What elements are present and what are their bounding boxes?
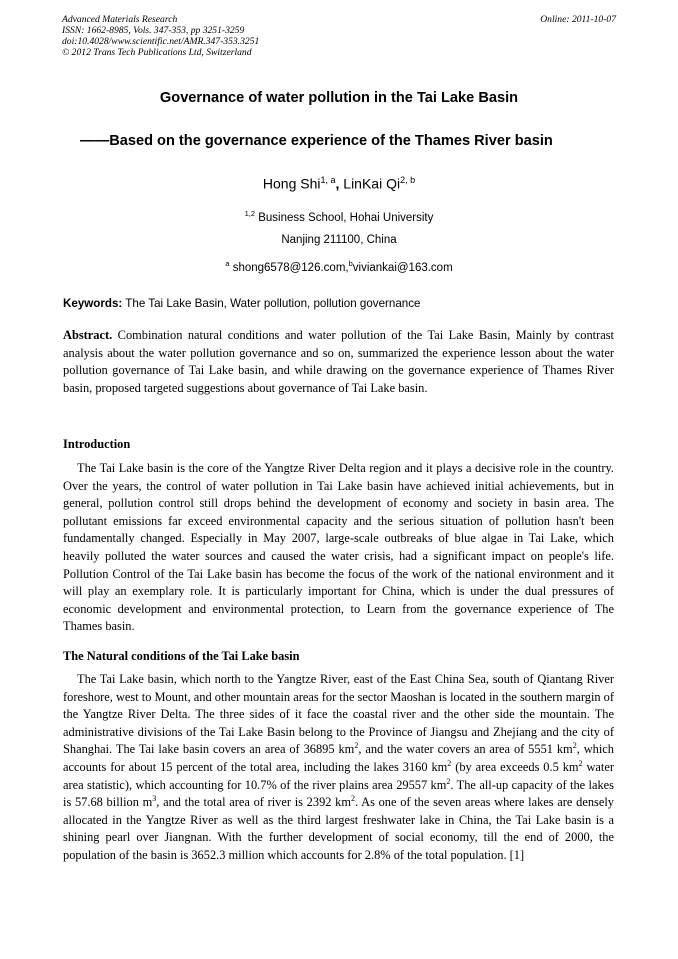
online-date: Online: 2011-10-07 xyxy=(540,14,616,25)
copyright-line: © 2012 Trans Tech Publications Ltd, Switzerland xyxy=(62,47,252,58)
nat-sup-7: 2 xyxy=(351,794,356,804)
nat-sup-1: 2 xyxy=(354,741,359,751)
issn-line: ISSN: 1662-8985, Vols. 347-353, pp 3251-3259 xyxy=(62,25,245,36)
nat-text-1: The Tai Lake basin, which north to the Yangtze River, east of the East China Sea, south of Qiantang River foreshore, west to Mount, and other mountain areas for the sector Maoshan is located in the southern margin of the Yangtze River Delta. The three sides of it face the coastal river and the other side the mountain. The administrative divisions of the Tai Lake Basin belong to the Province of Jiangsu and Zhejiang and the city of Shanghai. The Tai lake basin covers an area of 36895 km xyxy=(63,672,615,757)
nat-sup-5: 2 xyxy=(446,776,451,786)
nat-text-3: , which accounts for about 15 percent of the total area, including the lakes 3160 km xyxy=(63,742,614,774)
affiliation-dept xyxy=(0,209,678,224)
email-a-sup: a xyxy=(225,259,230,268)
email-b-sup: b xyxy=(348,259,353,268)
natural-conditions-heading: The Natural conditions of the Tai Lake basin xyxy=(63,649,300,663)
keywords-label: Keywords: xyxy=(63,297,123,310)
paper-subtitle: ——Based on the governance experience of the Thames River basin xyxy=(80,133,553,149)
author-line xyxy=(0,175,678,192)
nat-text-2: , and the water covers an area of 5551 km xyxy=(358,742,573,757)
email-b: viviankai@163.com xyxy=(352,261,453,274)
nat-text-8: . As one of the seven areas where lakes are densely allocated in the Yangtze River as well as the third largest freshwater lake in China, the Tai Lake basin is a shining pearl over Jiangnan. With the further development of social economy, till the end of 2000, the population of the basin is 3652.3 million which accounts for 2.8% of the total population. [1] xyxy=(63,795,614,862)
introduction-heading: Introduction xyxy=(63,437,131,451)
author-2-sup: 2, b xyxy=(400,175,416,185)
author-1-sup: 1, a xyxy=(320,175,336,185)
introduction-paragraph: The Tai Lake basin is the core of the Yangtze River Delta region and it plays a decisive role in the country. Over the years, the control of water pollution in Tai Lake basin have achieved initial achievements, but in general, pollution control still drops behind the development of economy and society in basin area. The pollutant emissions far exceed environmental capacity and the serious situation of pollution hasn't been fundamentally changed. Especially in May 2007, large-scale outbreaks of blue algae in Tai Lake, which heavily polluted the water sources and caused the water crisis, had a significant impact on people's life. Pollution Control of the Tai Lake basin has become the focus of the work of the national environment and it will play an exemplary role. It is particularly important for China, which is under the dual pressures of economic development and environmental protection, to Learn from the governance experience of The Thames basin. xyxy=(63,461,614,634)
nat-sup-6: 3 xyxy=(152,794,157,804)
abstract xyxy=(63,327,614,397)
abstract-text: Combination natural conditions and water pollution of the Tai Lake Basin, Mainly by contrast analysis about the water pollution governance and so on, summarized the experience lesson about the water pollution governance of Tai Lake basin, and while drawing on the governance experience of Thames River basin, proposed targeted suggestions about governance of Tai Lake basin. xyxy=(63,328,614,395)
author-1-name: Hong Shi xyxy=(262,175,321,192)
journal-header xyxy=(62,14,618,58)
affiliation-city: Nanjing 211100, China xyxy=(281,234,397,246)
affiliation-sup: 1,2 xyxy=(244,209,256,218)
natural-conditions-paragraph xyxy=(63,671,614,865)
abstract-label: Abstract. xyxy=(63,328,113,342)
author-separator: , xyxy=(335,175,344,192)
nat-text-4: (by area exceeds 0.5 km xyxy=(451,759,579,774)
keywords-text: The Tai Lake Basin, Water pollution, pollution governance xyxy=(122,297,421,310)
nat-text-6: . The all-up capacity of the lakes is 57.68 billion m xyxy=(63,777,614,810)
nat-sup-3: 2 xyxy=(447,758,452,768)
journal-name: Advanced Materials Research xyxy=(62,14,178,25)
doi-line: doi:10.4028/www.scientific.net/AMR.347-353.3251 xyxy=(62,36,260,47)
affiliation-text: Business School, Hohai University xyxy=(255,211,434,224)
email-a: shong6578@126.com, xyxy=(229,261,349,274)
nat-text-7: , and the total area of river is 2392 km xyxy=(156,795,352,810)
nat-sup-2: 2 xyxy=(572,741,577,751)
keywords xyxy=(63,297,615,310)
paper-title: Governance of water pollution in the Tai Lake Basin xyxy=(159,90,519,106)
nat-text-5: water area statistic), which accounting for 10.7% of the river plains area 29557 km xyxy=(63,759,614,792)
affiliation-emails xyxy=(0,259,678,274)
nat-sup-4: 2 xyxy=(578,758,583,768)
author-2-name: LinKai Qi xyxy=(343,175,401,192)
